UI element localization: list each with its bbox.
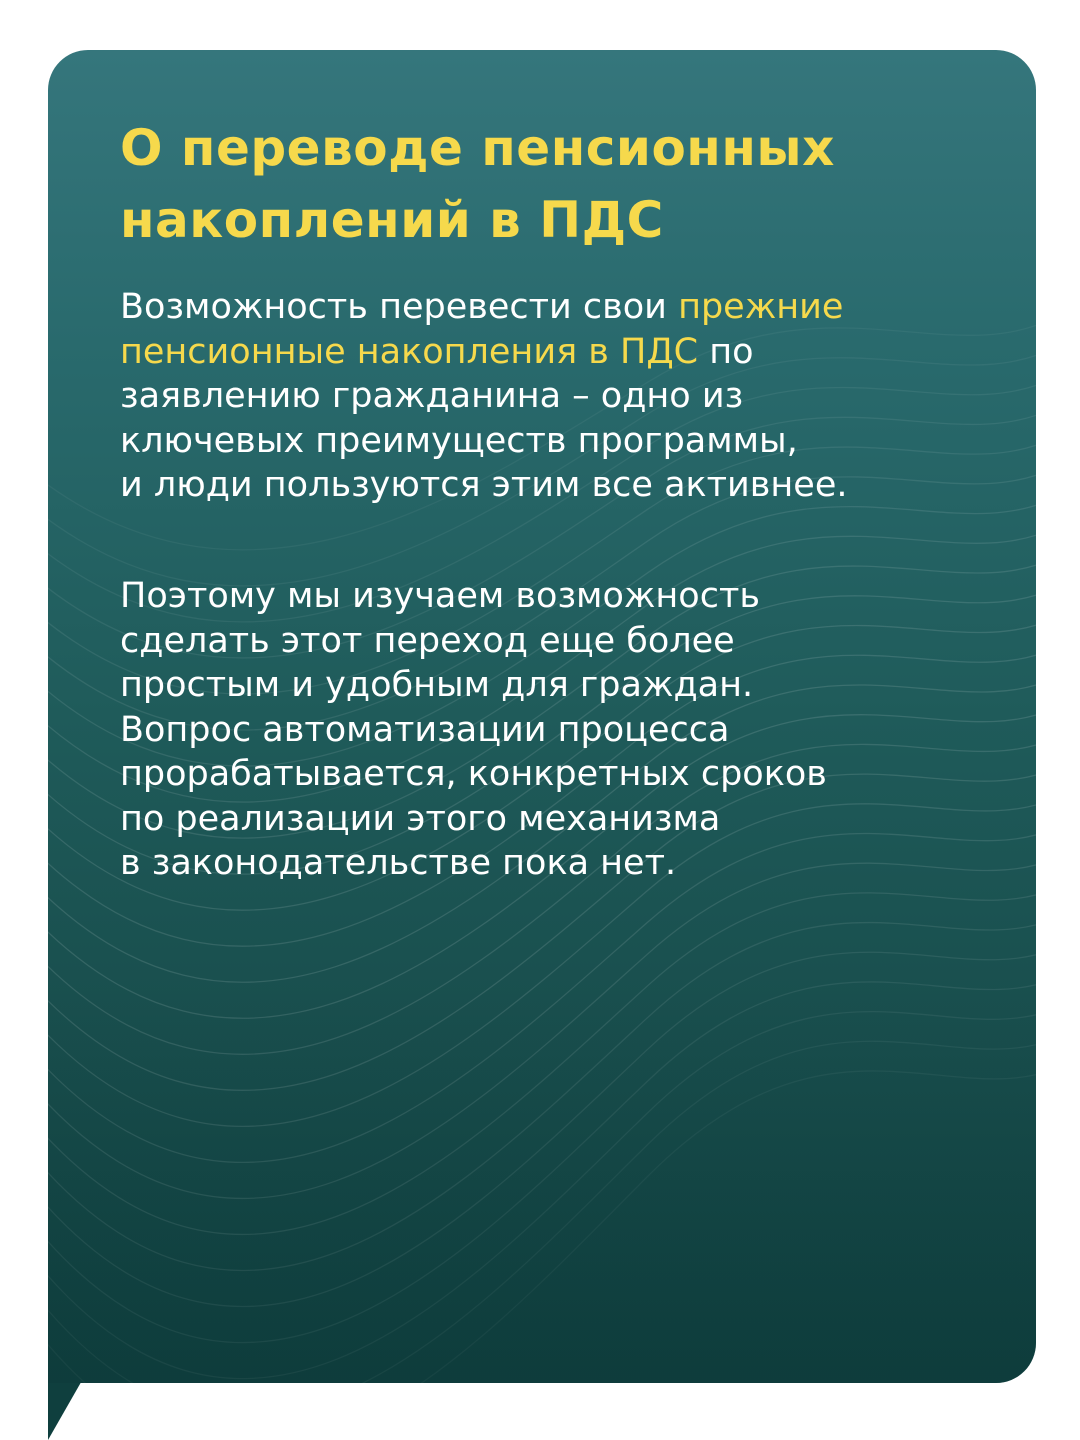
paragraph-2-line-7: в законодательстве пока нет. (120, 843, 677, 883)
page-title (120, 112, 980, 256)
paragraph-1-line-3: заявлению гражданина – одно из (120, 376, 744, 416)
paragraph-1-line-1-text: Возможность перевести свои (120, 287, 679, 327)
speech-bubble-card (48, 50, 1036, 1383)
paragraph-2-line-2: сделать этот переход еще более (120, 620, 735, 661)
paragraph-2-line-6: по реализации этого механизма (120, 798, 721, 839)
paragraph-2-line-5: прорабатывается, конкретных сроков (120, 754, 827, 794)
title-line-2: накоплений в ПДС (120, 191, 664, 249)
paragraph-2-line-3: простым и удобным для граждан. (120, 665, 754, 705)
paragraph-1-line-5: и люди пользуются этим все активнее. (120, 465, 848, 505)
highlight-text: прежние (678, 287, 844, 327)
paragraph-2-line-1: Поэтому мы изучаем возможность (120, 576, 760, 616)
paragraph-1-line-2-text: по (698, 331, 754, 372)
paragraph-1-line-4: ключевых преимуществ программы, (120, 420, 798, 461)
title-line-1: О переводе пенсионных (120, 119, 835, 177)
highlight-text: пенсионные накопления в ПДС (120, 331, 699, 372)
paragraph-2-line-4: Вопрос автоматизации процесса (120, 709, 730, 750)
paragraph-1 (120, 285, 848, 508)
paragraph-1-line-2 (120, 330, 848, 375)
paragraph-2 (120, 574, 827, 886)
paragraph-1-line-1 (120, 285, 848, 330)
